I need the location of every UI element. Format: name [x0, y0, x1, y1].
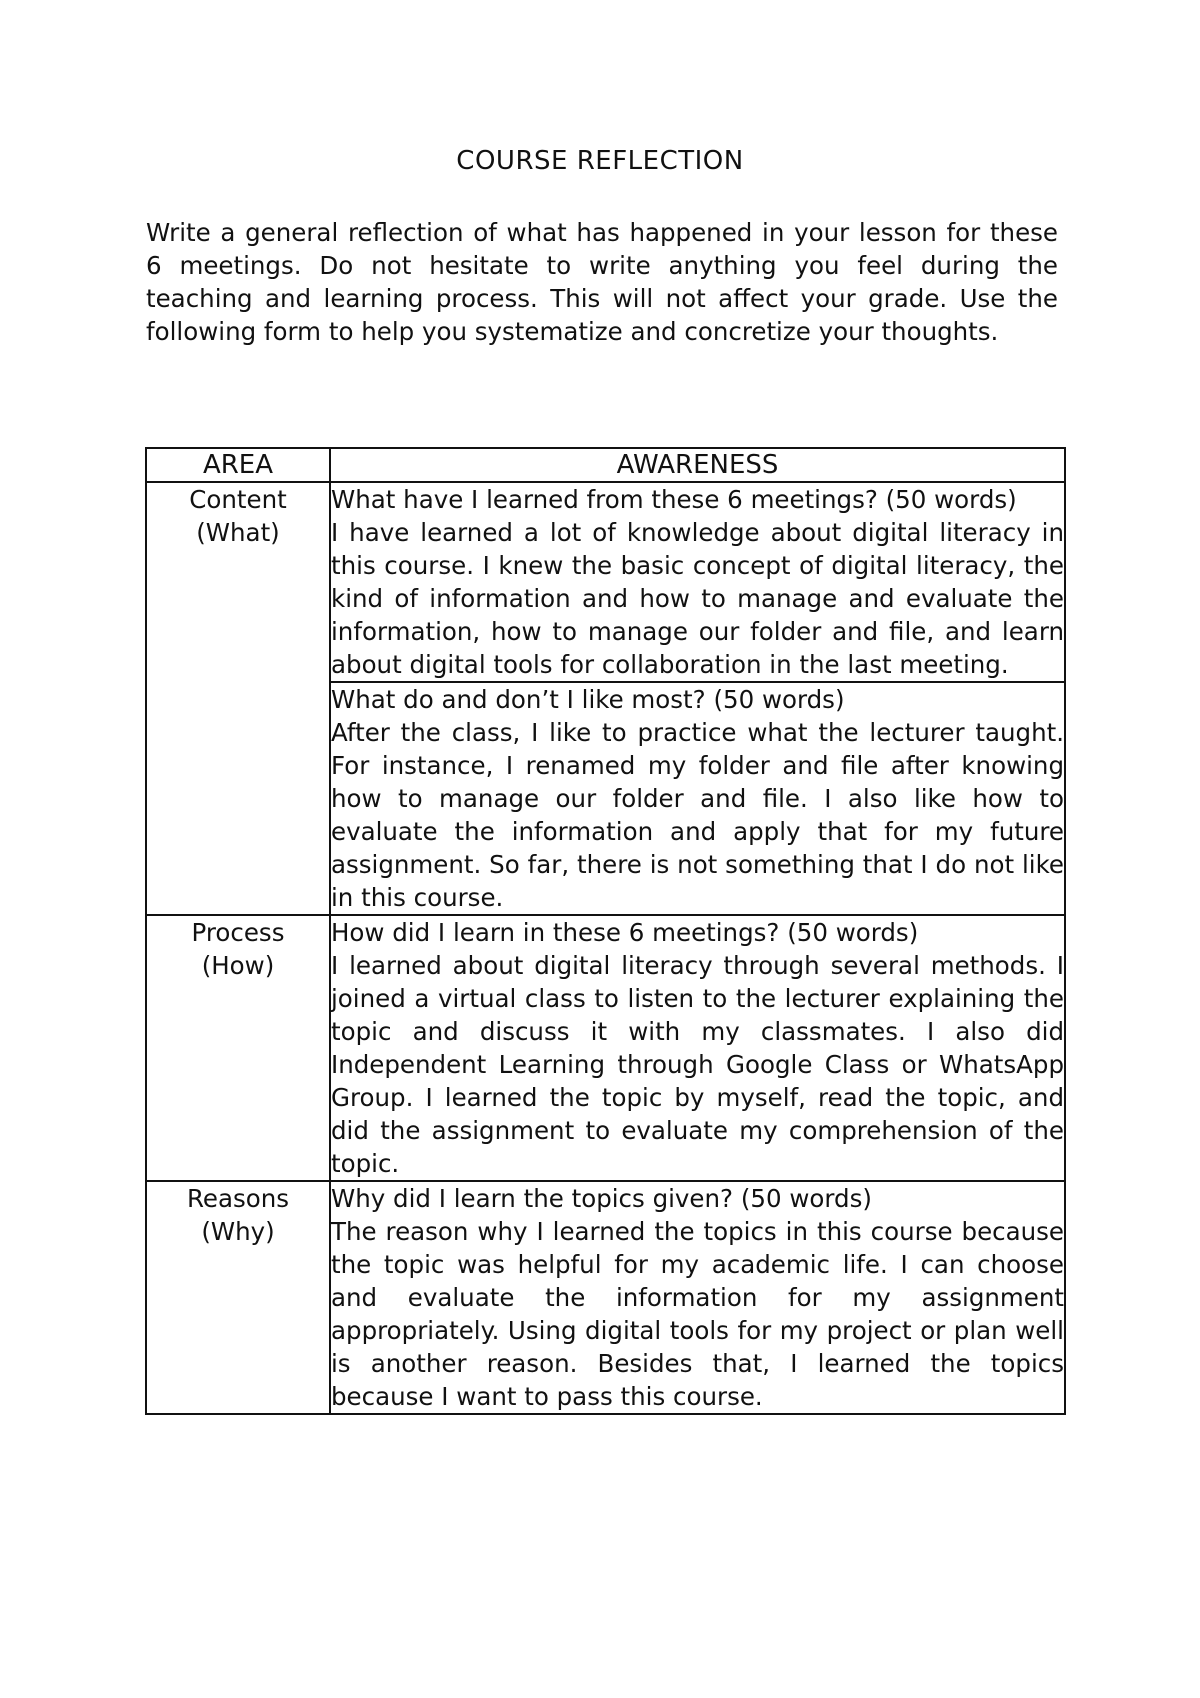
table-row-process	[146, 915, 1065, 1181]
answer-text: After the class, I like to practice what the lecturer taught. For instance, I renamed my folder and file after knowing how to manage our folder and file. I also like how to evaluate the information and apply that for my future assignment. So far, there is not something that I do not like in this course.	[331, 718, 1064, 912]
table-row-reasons	[146, 1181, 1065, 1414]
question-text: What have I learned from these 6 meetings? (50 words)	[331, 485, 1017, 514]
area-sub: (How)	[201, 951, 275, 980]
question-text: Why did I learn the topics given? (50 words)	[331, 1184, 872, 1213]
awareness-cell	[330, 1181, 1065, 1414]
question-text: What do and don’t I like most? (50 words)	[331, 685, 845, 714]
area-cell-process	[146, 915, 330, 1181]
header-awareness: AWARENESS	[330, 448, 1065, 482]
area-sub: (What)	[196, 518, 280, 547]
answer-text: The reason why I learned the topics in this course because the topic was helpful for my academic life. I can choose and evaluate the information for my assignment appropriately. Using digital tools for my project or plan well is another reason. Besides that, I learned the topics because I want to pass this course.	[331, 1217, 1064, 1411]
area-name: Content	[189, 485, 287, 514]
table-row-content	[146, 482, 1065, 682]
awareness-cell	[330, 682, 1065, 915]
answer-text: I have learned a lot of knowledge about digital literacy in this course. I knew the basic concept of digital literacy, the kind of information and how to manage and evaluate the information, how to manage our folder and file, and learn about digital tools for collaboration in the last meeting.	[331, 518, 1064, 679]
area-cell-reasons	[146, 1181, 330, 1414]
question-text: How did I learn in these 6 meetings? (50 words)	[331, 918, 919, 947]
area-name: Process	[191, 918, 285, 947]
awareness-cell	[330, 915, 1065, 1181]
intro-paragraph: Write a general reflection of what has happened in your lesson for these 6 meetings. Do not hesitate to write anything you feel during the teaching and learning process. This will not affect your grade. Use the following form to help you systematize and concretize your thoughts.	[146, 218, 1058, 346]
header-area: AREA	[146, 448, 330, 482]
document-title: COURSE REFLECTION	[456, 146, 744, 176]
table-header-row	[146, 448, 1065, 482]
area-cell-content	[146, 482, 330, 915]
area-name: Reasons	[186, 1184, 290, 1213]
reflection-table	[145, 447, 1066, 1415]
area-sub: (Why)	[201, 1217, 275, 1246]
awareness-cell	[330, 482, 1065, 682]
answer-text: I learned about digital literacy through several methods. I joined a virtual class to listen to the lecturer explaining the topic and discuss it with my classmates. I also did Independent Learning through Google Class or WhatsApp Group. I learned the topic by myself, read the topic, and did the assignment to evaluate my comprehension of the topic.	[331, 951, 1064, 1178]
